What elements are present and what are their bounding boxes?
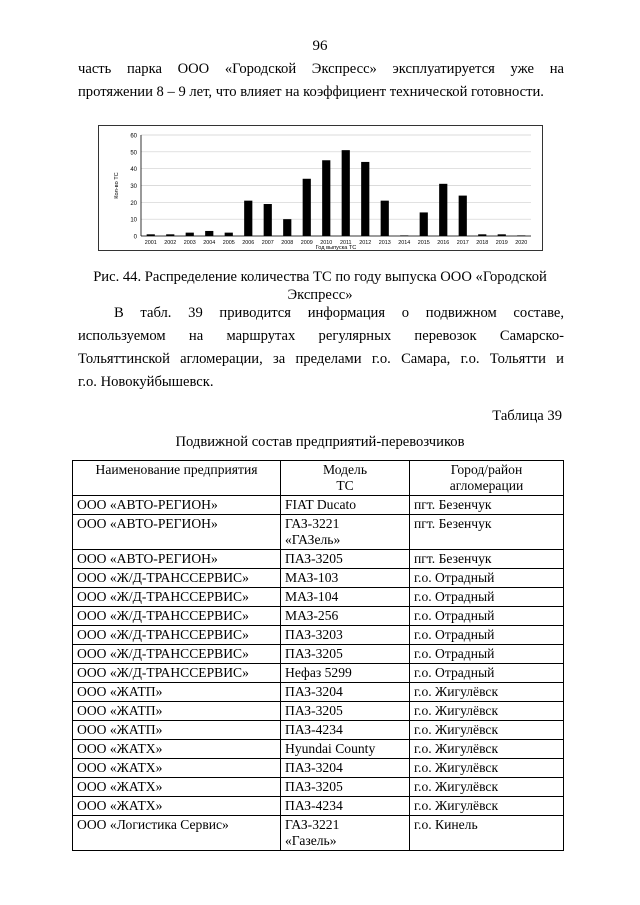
header-text: Город/район [450,462,523,477]
bar [205,231,213,236]
bar [361,162,369,236]
cell-model-line: ГАЗ-3221 [285,516,340,531]
year-distribution-chart [98,125,543,251]
cell-model [281,797,410,816]
x-tick-label: 2014 [398,240,411,246]
cell-city: пгт. Безенчук [410,496,564,515]
x-tick-label: 2005 [222,240,235,246]
cell-company: ООО «Ж/Д-ТРАНССЕРВИС» [73,607,281,626]
cell-model [281,550,410,569]
cell-model [281,607,410,626]
cell-model-line: ПАЗ-3205 [285,646,343,661]
cell-model-line: ПАЗ-3204 [285,684,343,699]
cell-model [281,496,410,515]
cell-company: ООО «ЖАТХ» [73,759,281,778]
cell-company: ООО «ЖАТХ» [73,778,281,797]
table-body [73,496,564,851]
cell-model [281,588,410,607]
x-tick-label: 2012 [359,240,372,246]
cell-model-line: ПАЗ-3203 [285,627,343,642]
cell-model [281,645,410,664]
cell-model-line: МАЗ-256 [285,608,339,623]
cell-model [281,740,410,759]
figure-caption [70,268,570,304]
cell-city: г.о. Жигулёвск [410,778,564,797]
bar [498,234,506,236]
bar [186,233,194,236]
cell-city: г.о. Отрадный [410,664,564,683]
cell-city: г.о. Жигулёвск [410,721,564,740]
cell-company: ООО «Ж/Д-ТРАНССЕРВИС» [73,588,281,607]
cell-model [281,778,410,797]
cell-city: г.о. Жигулёвск [410,683,564,702]
header-company [73,461,281,496]
page-number: 96 [312,38,328,54]
table-row [73,664,564,683]
cell-city: г.о. Кинель [410,816,564,851]
x-tick-label: 2011 [339,240,352,246]
table-row [73,569,564,588]
cell-company: ООО «ЖАТП» [73,721,281,740]
cell-model-line: FIAT Ducato [285,497,357,512]
table-label: Таблица 39 [492,408,562,424]
table-row [73,588,564,607]
table-row [73,702,564,721]
cell-model [281,702,410,721]
bar [303,179,311,236]
bar [283,219,291,236]
table-title: Подвижной состав предприятий-перевозчиков [175,434,465,450]
bar [400,235,408,236]
cell-city: г.о. Отрадный [410,569,564,588]
bar [420,212,428,236]
x-tick-label: 2006 [242,240,255,246]
x-tick-label: 2004 [203,240,216,246]
cell-model-line: ГАЗ-3221 [285,817,340,832]
cell-city: г.о. Жигулёвск [410,702,564,721]
vehicle-table [72,460,564,851]
paragraph-line: г.о. Новокуйбышевск. [78,374,214,390]
cell-model-line: Hyundai County [285,741,376,756]
bar [381,201,389,236]
cell-model-line: ПАЗ-4234 [285,722,343,737]
table-row [73,645,564,664]
bar [517,235,525,236]
x-tick-label: 2018 [476,240,489,246]
table-row [73,496,564,515]
cell-model [281,569,410,588]
cell-city: г.о. Жигулёвск [410,797,564,816]
table-row [73,607,564,626]
bar [147,234,155,236]
cell-model-line: ПАЗ-4234 [285,798,343,813]
cell-city: г.о. Отрадный [410,626,564,645]
table-row [73,797,564,816]
chart-canvas [99,126,544,252]
bar [478,234,486,236]
table-row [73,721,564,740]
cell-company: ООО «Ж/Д-ТРАНССЕРВИС» [73,664,281,683]
header-text: ТС [336,478,354,493]
cell-city: г.о. Отрадный [410,607,564,626]
bar [342,150,350,236]
paragraph-intro [78,58,564,104]
x-tick-label: 2020 [515,240,528,246]
y-tick-label: 20 [130,200,137,207]
x-tick-label: 2010 [320,240,333,246]
table-row [73,759,564,778]
x-tick-label: 2016 [437,240,450,246]
table-row [73,740,564,759]
table-row [73,683,564,702]
bar [225,233,233,236]
paragraph-table-intro [78,302,564,394]
header-city [410,461,564,496]
cell-city: г.о. Жигулёвск [410,759,564,778]
x-tick-label: 2009 [300,240,313,246]
cell-model-line: МАЗ-103 [285,570,339,585]
cell-company: ООО «ЖАТХ» [73,740,281,759]
table-header-row [73,461,564,496]
cell-model-line: ПАЗ-3205 [285,703,343,718]
cell-model [281,721,410,740]
cell-company: ООО «ЖАТП» [73,683,281,702]
cell-model-line: «Газель» [285,833,337,848]
x-tick-label: 2003 [183,240,196,246]
header-text: Модель [322,462,368,477]
cell-city: г.о. Отрадный [410,588,564,607]
cell-company: ООО «ЖАТХ» [73,797,281,816]
cell-company: ООО «ЖАТП» [73,702,281,721]
cell-model [281,664,410,683]
y-tick-label: 40 [130,167,137,174]
bar [322,160,330,236]
bar [166,234,174,236]
cell-model-line: МАЗ-104 [285,589,339,604]
y-tick-label: 50 [130,150,137,157]
x-tick-label: 2019 [495,240,508,246]
x-tick-label: 2002 [164,240,177,246]
figure-caption-line: Экспресс» [287,287,353,303]
cell-model-line: ПАЗ-3205 [285,779,343,794]
cell-company: ООО «Логистика Сервис» [73,816,281,851]
cell-city: г.о. Жигулёвск [410,740,564,759]
table-row [73,550,564,569]
x-tick-label: 2007 [261,240,274,246]
bar [459,196,467,236]
cell-company: ООО «АВТО-РЕГИОН» [73,496,281,515]
header-text: агломерации [449,478,524,493]
cell-city: пгт. Безенчук [410,515,564,550]
cell-model [281,626,410,645]
figure-caption-line: Рис. 44. Распределение количества ТС по году выпуска ООО «Городской [93,269,547,285]
table-row [73,515,564,550]
y-tick-label: 0 [133,234,137,241]
y-axis-label: Кол-во ТС [114,172,120,199]
bar [264,204,272,236]
x-axis-label: Год выпуска ТС [315,245,357,251]
cell-company: ООО «Ж/Д-ТРАНССЕРВИС» [73,645,281,664]
paragraph-line: протяжении 8 – 9 лет, что влияет на коэффициент технической готовности. [78,84,544,100]
cell-model-line: ПАЗ-3205 [285,551,343,566]
y-tick-label: 30 [130,184,137,190]
cell-city: г.о. Отрадный [410,645,564,664]
bar [244,201,252,236]
paragraph-line: В табл. 39 приводится информация о подвижном составе, [114,305,564,321]
header-text: Наименование предприятия [95,462,258,477]
cell-model-line: «ГАЗель» [285,532,341,547]
x-tick-label: 2008 [281,240,294,246]
table-row [73,626,564,645]
x-tick-label: 2017 [456,240,469,246]
cell-model [281,515,410,550]
cell-model [281,759,410,778]
cell-city: пгт. Безенчук [410,550,564,569]
cell-model [281,816,410,851]
x-tick-label: 2015 [417,240,430,246]
table-row [73,816,564,851]
cell-company: ООО «Ж/Д-ТРАНССЕРВИС» [73,569,281,588]
y-tick-label: 60 [130,133,137,140]
cell-company: ООО «Ж/Д-ТРАНССЕРВИС» [73,626,281,645]
paragraph-line: часть парка ООО «Городской Экспресс» эксплуатируется уже на [78,61,564,77]
y-tick-label: 10 [130,217,137,224]
paragraph-line: используемом на маршрутах регулярных перевозок Самарско- [78,328,564,344]
x-tick-label: 2001 [144,240,157,246]
cell-model-line: Нефаз 5299 [285,665,352,680]
cell-model-line: ПАЗ-3204 [285,760,343,775]
cell-company: ООО «АВТО-РЕГИОН» [73,550,281,569]
cell-model [281,683,410,702]
cell-company: ООО «АВТО-РЕГИОН» [73,515,281,550]
x-tick-label: 2013 [378,240,391,246]
bar [439,184,447,236]
paragraph-line: Тольяттинской агломерации, за пределами г.о. Самара, г.о. Тольятти и [78,351,564,367]
header-model [281,461,410,496]
table-row [73,778,564,797]
